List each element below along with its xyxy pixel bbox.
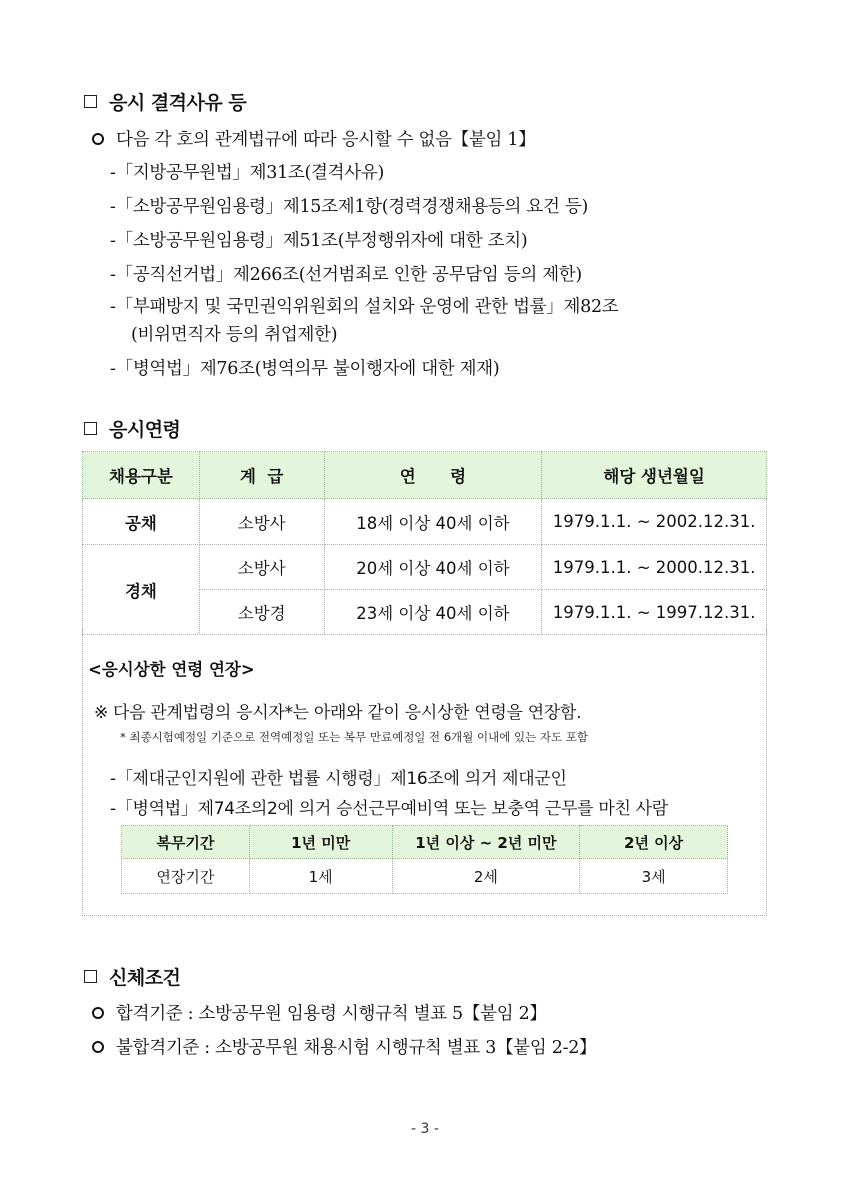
law-item: -「지방공무원법」제31조(결격사유) [110, 163, 384, 183]
circle-bullet-icon [92, 1007, 104, 1019]
square-bullet-icon [84, 970, 97, 983]
table-cell: 1979.1.1. ~ 2000.12.31. [542, 545, 767, 590]
header-cell: 계 급 [199, 452, 324, 499]
law-item: -「부패방지 및 국민권익위원회의 설치와 운영에 관한 법률」제82조 [110, 297, 619, 317]
circle-bullet-icon [92, 133, 104, 145]
circle-bullet-icon [92, 1041, 104, 1053]
table-header-row [122, 826, 728, 859]
bullet-line [92, 1000, 547, 1025]
table-cell: 20세 이상 40세 이하 [324, 545, 542, 590]
table-cell: 23세 이상 40세 이하 [324, 590, 542, 635]
table-cell: 소방경 [199, 590, 324, 635]
header-cell: 해당 생년월일 [542, 452, 767, 499]
header-cell: 1년 미만 [249, 826, 392, 859]
table-cell: 소방사 [199, 499, 324, 545]
page-number: - 3 - [411, 1121, 439, 1137]
square-bullet-icon [84, 422, 97, 435]
bullet-line [92, 126, 535, 151]
table-cell: 1979.1.1. ~ 2002.12.31. [542, 499, 767, 545]
law-item: -「공직선거법」제266조(선거범죄로 인한 공무담임 등의 제한) [110, 265, 582, 285]
table-cell: 3세 [580, 859, 728, 894]
table-cell: 1979.1.1. ~ 1997.12.31. [542, 590, 767, 635]
extension-item: -「제대군인지원에 관한 법률 시행령」제16조에 의거 제대군인 [110, 769, 567, 789]
square-bullet-icon [84, 95, 97, 108]
section-title-text: 응시연령 [109, 419, 181, 441]
header-cell: 2년 이상 [580, 826, 728, 859]
extension-item: -「병역법」제74조의2에 의거 승선근무예비역 또는 보충역 근무를 마친 사람 [110, 799, 668, 819]
table-cell: 1세 [249, 859, 392, 894]
table-row [83, 545, 767, 590]
law-item-continuation: (비위면직자 등의 취업제한) [131, 325, 338, 345]
table-cell: 2세 [392, 859, 580, 894]
extension-title: <응시상한 연령 연장> [88, 660, 255, 679]
header-cell: 채용구분 [83, 452, 200, 499]
table-row [83, 499, 767, 545]
group-cell: 경채 [83, 545, 200, 635]
extension-table [121, 825, 728, 894]
extension-note: ※ 다음 관계법령의 응시자*는 아래와 같이 응시상한 연령을 연장함. [94, 703, 582, 723]
extension-footnote: * 최종시험예정일 기준으로 전역예정일 또는 복무 만료예정일 전 6개월 이내에 있는 자도 포함 [120, 730, 588, 744]
bullet-text: 합격기준 : 소방공무원 임용령 시행규칙 별표 5【붙임 2】 [116, 1004, 547, 1024]
bullet-text: 다음 각 호의 관계법규에 따라 응시할 수 없음【붙임 1】 [116, 130, 536, 150]
table-cell: 소방사 [199, 545, 324, 590]
header-cell: 복무기간 [122, 826, 250, 859]
section-title-disqualification [84, 88, 246, 115]
section-title-physical [84, 963, 180, 990]
law-item: -「소방공무원임용령」제15조제1항(경력경쟁채용등의 요건 등) [110, 197, 589, 217]
law-item: -「소방공무원임용령」제51조(부정행위자에 대한 조치) [110, 231, 528, 251]
bullet-line [92, 1034, 596, 1059]
table-row [122, 859, 728, 894]
table-header-row [83, 452, 767, 499]
table-cell: 연장기간 [122, 859, 250, 894]
group-cell: 공채 [83, 499, 200, 545]
section-title-text: 응시 결격사유 등 [109, 92, 247, 114]
bullet-text: 불합격기준 : 소방공무원 채용시험 시행규칙 별표 3【붙임 2-2】 [116, 1038, 597, 1058]
header-cell: 연 령 [324, 452, 542, 499]
age-table [82, 451, 767, 635]
section-title-age [84, 415, 180, 442]
header-cell: 1년 이상 ~ 2년 미만 [392, 826, 580, 859]
table-cell: 18세 이상 40세 이하 [324, 499, 542, 545]
law-item: -「병역법」제76조(병역의무 불이행자에 대한 제재) [110, 359, 500, 379]
section-title-text: 신체조건 [109, 967, 181, 989]
